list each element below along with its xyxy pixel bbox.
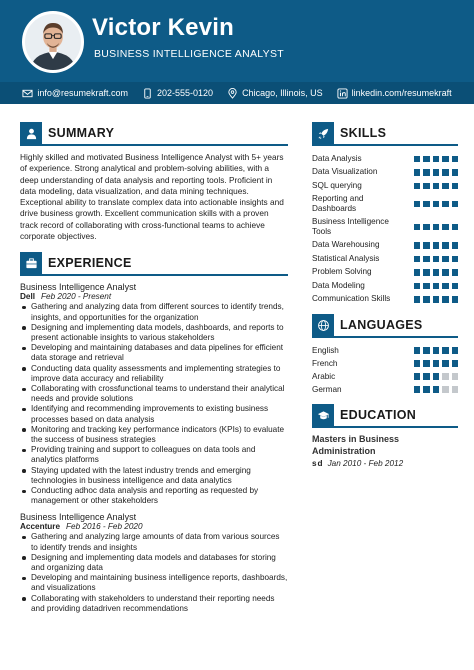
skill-row-label: Data Analysis	[312, 153, 362, 163]
rating-dot-filled	[452, 156, 459, 163]
rating-dots	[414, 201, 459, 208]
rating-dot-filled	[433, 386, 440, 393]
job-bullets	[20, 302, 288, 506]
rating-dot-filled	[423, 256, 430, 263]
job-bullet: Collaborating with stakeholders to understand their reporting needs and providing datadriven recommendations	[20, 594, 288, 614]
skill-row-label: Data Visualization	[312, 167, 378, 177]
skill-row-label: Communication Skills	[312, 294, 391, 304]
rating-dot-filled	[442, 256, 449, 263]
skills-title: SKILLS	[340, 126, 387, 140]
contact-linkedin-text: linkedin.com/resumekraft	[351, 88, 452, 98]
contact-bar	[0, 82, 474, 104]
contact-phone[interactable]	[142, 88, 213, 99]
rating-dot-filled	[423, 201, 430, 208]
rating-dot-filled	[442, 242, 449, 249]
skill-row-label: Data Warehousing	[312, 240, 380, 250]
rating-dot-filled	[433, 183, 440, 190]
job-bullet: Conducting data quality assessments and implementing strategies to improve data accuracy and reliability	[20, 364, 288, 384]
rating-dot-filled	[414, 183, 421, 190]
education-meta	[312, 459, 458, 468]
rating-dot-filled	[423, 169, 430, 176]
rating-dot-filled	[433, 269, 440, 276]
job-bullet: Collaborating with crossfunctional teams to understand their analytical needs and provide solutions	[20, 384, 288, 404]
summary-text: Highly skilled and motivated Business Intelligence Analyst with 5+ years of experience. Strong analytical and problem-solving abilities, with a deep understanding of data analysis and reporting tools. Proficient in data modeling, data visualization, and data mining techniques. Exceptional ability to translate complex data into actionable insights and drive business growth. Excellent communication skills with a proven track record of collaborating with cross-functional teams to achieve corporate objectives.	[20, 152, 284, 242]
education-section-icon	[312, 404, 334, 426]
rating-dot-filled	[414, 156, 421, 163]
contact-email[interactable]	[22, 88, 128, 99]
side-column	[312, 122, 458, 468]
education-dates: Jan 2010 - Feb 2012	[327, 459, 404, 468]
rating-dot-filled	[433, 283, 440, 290]
skill-row	[312, 266, 458, 280]
job-entry	[20, 512, 288, 614]
rating-dot-filled	[414, 224, 421, 231]
person-photo-icon	[25, 14, 81, 70]
job-bullet: Identifying and recommending improvements to existing business processes based on data analysis	[20, 404, 288, 424]
phone-icon	[142, 88, 153, 99]
rating-dots	[414, 386, 459, 393]
experience-heading	[20, 252, 288, 276]
job-company: Dell	[20, 292, 36, 302]
rating-dot-filled	[433, 347, 440, 354]
rating-dot-empty	[442, 373, 449, 380]
briefcase-icon	[25, 257, 38, 270]
skill-row-label: Business Intelligence Tools	[312, 217, 389, 236]
job-bullet: Staying updated with the latest industry trends and emerging technologies in business intelligence and data analytics	[20, 466, 288, 486]
rating-dots	[414, 242, 459, 249]
profile-photo	[22, 11, 84, 73]
skills-heading	[312, 122, 458, 146]
rating-dot-filled	[423, 347, 430, 354]
rating-dot-filled	[442, 169, 449, 176]
contact-linkedin[interactable]	[337, 88, 452, 99]
rocket-icon	[317, 127, 330, 140]
rating-dots	[414, 156, 459, 163]
rating-dot-empty	[452, 373, 459, 380]
language-row-label: French	[312, 358, 338, 368]
contact-phone-text: 202-555-0120	[157, 88, 214, 98]
job-meta	[20, 522, 288, 531]
rating-dot-filled	[423, 224, 430, 231]
skill-row	[312, 166, 458, 180]
rating-dots	[414, 224, 459, 231]
rating-dot-filled	[414, 283, 421, 290]
skill-row	[312, 152, 458, 166]
rating-dot-filled	[433, 373, 440, 380]
job-company: Accenture	[20, 522, 61, 532]
skill-row-label: SQL querying	[312, 180, 362, 190]
language-row-label: German	[312, 384, 342, 394]
rating-dots	[414, 269, 459, 276]
skills-list	[312, 152, 458, 306]
education-heading	[312, 404, 458, 428]
rating-dot-filled	[452, 269, 459, 276]
rating-dot-filled	[414, 373, 421, 380]
rating-dot-filled	[423, 156, 430, 163]
rating-dot-filled	[433, 169, 440, 176]
job-bullets	[20, 532, 288, 614]
skill-row	[312, 193, 458, 216]
rating-dot-filled	[414, 360, 421, 367]
contact-location-text: Chicago, Illinois, US	[242, 88, 323, 98]
skill-row	[312, 279, 458, 293]
rating-dot-filled	[452, 242, 459, 249]
language-row-label: Arabic	[312, 371, 336, 381]
languages-title: LANGUAGES	[340, 318, 423, 332]
rating-dot-filled	[442, 224, 449, 231]
rating-dot-filled	[423, 360, 430, 367]
summary-section-icon	[20, 122, 42, 144]
skill-row	[312, 293, 458, 307]
rating-dot-filled	[414, 256, 421, 263]
job-bullet: Monitoring and tracking key performance indicators (KPIs) to evaluate the success of business strategies	[20, 425, 288, 445]
rating-dot-filled	[423, 242, 430, 249]
job-bullet: Conducting adhoc data analysis and reporting as requested by management or other stakeholders	[20, 486, 288, 506]
rating-dot-filled	[433, 360, 440, 367]
language-row	[312, 344, 458, 357]
skill-row	[312, 179, 458, 193]
rating-dot-filled	[423, 373, 430, 380]
rating-dot-filled	[433, 296, 440, 303]
rating-dots	[414, 183, 459, 190]
rating-dot-filled	[442, 183, 449, 190]
education-degree: Masters in Business Administration	[312, 434, 400, 456]
languages-list	[312, 344, 458, 396]
contact-email-text: info@resumekraft.com	[37, 88, 128, 98]
rating-dots	[414, 360, 459, 367]
job-entry	[20, 282, 288, 506]
rating-dot-filled	[414, 347, 421, 354]
job-dates: Feb 2016 - Feb 2020	[66, 522, 143, 532]
education-school: sd	[312, 459, 324, 468]
rating-dot-filled	[423, 269, 430, 276]
rating-dot-filled	[423, 183, 430, 190]
job-meta	[20, 292, 288, 301]
globe-icon	[317, 319, 330, 332]
experience-title: EXPERIENCE	[48, 256, 132, 271]
rating-dots	[414, 256, 459, 263]
rating-dot-filled	[452, 347, 459, 354]
language-row	[312, 357, 458, 370]
location-icon	[227, 88, 238, 99]
rating-dot-empty	[452, 386, 459, 393]
rating-dot-filled	[423, 296, 430, 303]
experience-section-icon	[20, 252, 42, 274]
skills-section-icon	[312, 122, 334, 144]
rating-dot-filled	[433, 242, 440, 249]
rating-dot-filled	[442, 296, 449, 303]
rating-dot-filled	[452, 224, 459, 231]
rating-dot-filled	[442, 283, 449, 290]
rating-dots	[414, 169, 459, 176]
rating-dot-filled	[414, 269, 421, 276]
rating-dot-filled	[414, 201, 421, 208]
job-bullet: Providing training and support to colleagues on data tools and analytics platforms	[20, 445, 288, 465]
job-bullet: Gathering and analyzing large amounts of data from various sources to identify trends and insights	[20, 532, 288, 552]
rating-dots	[414, 296, 459, 303]
rating-dot-empty	[442, 386, 449, 393]
rating-dot-filled	[442, 269, 449, 276]
rating-dots	[414, 283, 459, 290]
job-bullet: Developing and maintaining business intelligence reports, dashboards, and visualizations	[20, 573, 288, 593]
skill-row-label: Data Modeling	[312, 280, 365, 290]
rating-dot-filled	[433, 201, 440, 208]
user-icon	[25, 127, 38, 140]
rating-dot-filled	[452, 201, 459, 208]
skill-row-label: Statistical Analysis	[312, 253, 380, 263]
rating-dot-filled	[414, 386, 421, 393]
mail-icon	[22, 88, 33, 99]
rating-dot-filled	[442, 201, 449, 208]
summary-heading	[20, 122, 288, 146]
rating-dots	[414, 347, 459, 354]
graduation-cap-icon	[317, 409, 330, 422]
language-row-label: English	[312, 345, 339, 355]
skill-row-label: Reporting and Dashboards	[312, 194, 364, 213]
rating-dot-filled	[442, 347, 449, 354]
skill-row-label: Problem Solving	[312, 267, 372, 277]
job-bullet: Designing and implementing data models, dashboards, and reports to present actionable insights to various stakeholders	[20, 323, 288, 343]
education-title: EDUCATION	[340, 408, 417, 422]
summary-title: SUMMARY	[48, 126, 115, 140]
rating-dot-filled	[414, 242, 421, 249]
candidate-title: BUSINESS INTELLIGENCE ANALYST	[94, 48, 284, 60]
rating-dot-filled	[433, 256, 440, 263]
rating-dot-filled	[442, 360, 449, 367]
job-bullet: Designing and implementing data models and databases for storing and organizing data	[20, 553, 288, 573]
rating-dot-filled	[414, 296, 421, 303]
skill-row	[312, 239, 458, 253]
job-bullet: Developing and maintaining databases and data pipelines for efficient data storage and retrieval	[20, 343, 288, 363]
languages-section-icon	[312, 314, 334, 336]
language-row	[312, 370, 458, 383]
linkedin-icon	[337, 88, 348, 99]
rating-dot-filled	[452, 183, 459, 190]
candidate-name: Victor Kevin	[92, 14, 235, 41]
rating-dot-filled	[452, 169, 459, 176]
job-title: Business Intelligence Analyst	[20, 512, 137, 523]
rating-dot-filled	[433, 156, 440, 163]
main-column	[20, 122, 288, 620]
skill-row	[312, 252, 458, 266]
rating-dot-filled	[423, 386, 430, 393]
language-row	[312, 383, 458, 396]
rating-dot-filled	[414, 169, 421, 176]
rating-dot-filled	[442, 156, 449, 163]
rating-dot-filled	[433, 224, 440, 231]
job-dates: Feb 2020 - Present	[41, 292, 112, 302]
rating-dots	[414, 373, 459, 380]
languages-heading	[312, 314, 458, 338]
rating-dot-filled	[452, 256, 459, 263]
skill-row	[312, 216, 458, 239]
rating-dot-filled	[423, 283, 430, 290]
job-title: Business Intelligence Analyst	[20, 282, 137, 293]
rating-dot-filled	[452, 283, 459, 290]
rating-dot-filled	[452, 296, 459, 303]
rating-dot-filled	[452, 360, 459, 367]
job-bullet: Gathering and analyzing data from different sources to identify trends, insights, and opportunities for the organization	[20, 302, 288, 322]
contact-location	[227, 88, 323, 99]
